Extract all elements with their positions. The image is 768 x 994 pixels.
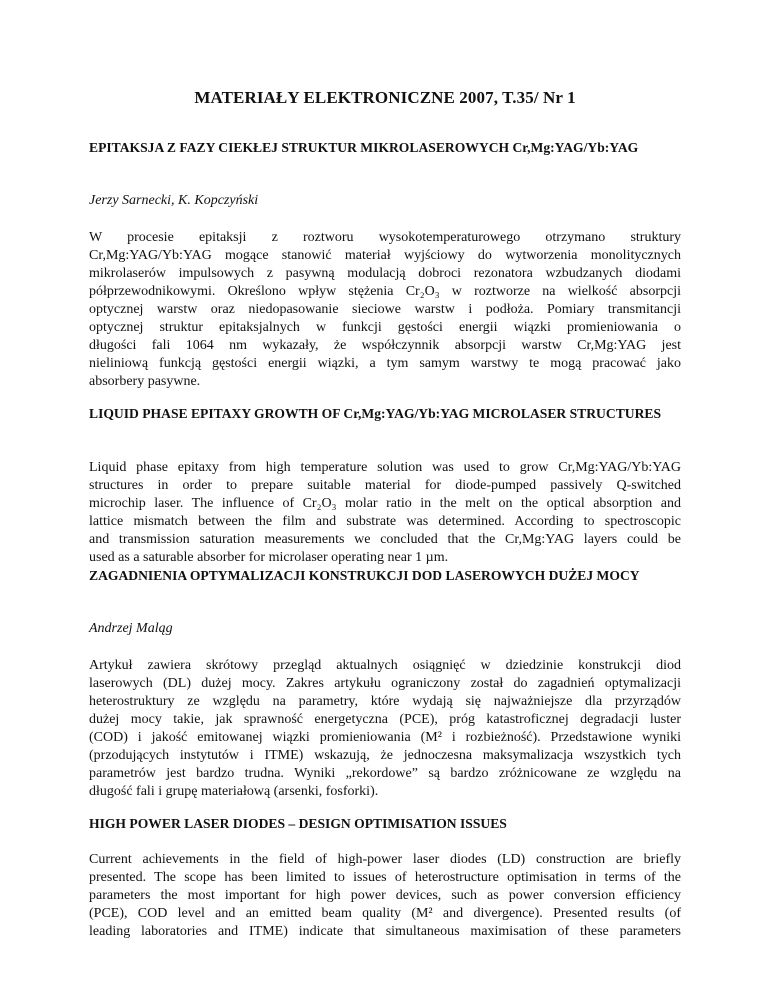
abstract-line: mikrolaserów impulsowych z pasywną modulacją dobroci rezonatora wzbudzanych diodami bbox=[89, 266, 681, 281]
article1-abstract-pl bbox=[89, 229, 681, 391]
abstract-line: parameters the most important for high power devices, such as power conversion efficiency bbox=[89, 888, 681, 903]
abstract-line: (przodujących instytutów i ITME) wskazują, że jednoczesna maksymalizacja wszystkich tych bbox=[89, 748, 681, 763]
abstract-line: laserowych (DL) dużej mocy. Zakres artykułu ograniczony został do zagadnień optymalizacji bbox=[89, 676, 681, 691]
abstract-line: absorbery pasywne. bbox=[89, 374, 201, 389]
abstract-line: długość fali i grupę materiałową (arsenki, fosforki). bbox=[89, 784, 379, 799]
abstract-line: (COD) i jakość emitowanej wiązki promieniowania (M² i rozbieżność). Przedstawione wyniki bbox=[89, 730, 681, 745]
abstract-line: dużej mocy takie, jak sprawność energetyczna (PCE), próg katastroficznej degradacji luster bbox=[89, 712, 681, 727]
abstract-line: structures in order to prepare suitable material for diode-pumped passively Q-switched bbox=[89, 478, 681, 493]
article2-abstract-pl bbox=[89, 657, 681, 801]
article1-title-en: LIQUID PHASE EPITAXY GROWTH OF Cr,Mg:YAG/Yb:YAG MICROLASER STRUCTURES bbox=[89, 406, 662, 421]
abstract-line: (PCE), COD level and an emitted beam quality (M² and divergence). Presented results (of bbox=[89, 906, 681, 921]
abstract-line: Cr,Mg:YAG/Yb:YAG mogące stanowić materiał wyjściowy do wytworzenia monolitycznych bbox=[89, 248, 681, 263]
abstract-line: heterostruktury ze względu na parametry, które wydają się najważniejsze dla przyrządów bbox=[89, 694, 681, 709]
journal-header: MATERIAŁY ELEKTRONICZNE 2007, T.35/ Nr 1 bbox=[194, 88, 576, 107]
abstract-line: nieliniową funkcją gęstości energii wiązki, a tym samym warstwy te mogą pracować jako bbox=[89, 356, 681, 371]
abstract-line: optycznej warstw oraz niedopasowanie sieciowe warstw i podłoża. Pomiary transmitancji bbox=[89, 302, 681, 317]
article2-title-pl: ZAGADNIENIA OPTYMALIZACJI KONSTRUKCJI DOD LASEROWYCH DUŻEJ MOCY bbox=[89, 568, 640, 583]
abstract-line: leading laboratories and ITME) indicate that simultaneous maximisation of these parameters bbox=[89, 924, 681, 939]
abstract-line: used as a saturable absorber for microlaser operating near 1 µm. bbox=[89, 550, 449, 565]
article1-authors: Jerzy Sarnecki, K. Kopczyński bbox=[89, 193, 259, 208]
abstract-line: długości fali 1064 nm wykazały, że współczynnik absorpcji warstw Cr,Mg:YAG jest bbox=[89, 338, 681, 353]
abstract-line: Current achievements in the field of high-power laser diodes (LD) construction are briefly bbox=[89, 852, 681, 867]
article2-title-en: HIGH POWER LASER DIODES – DESIGN OPTIMISATION ISSUES bbox=[89, 816, 507, 831]
abstract-line: presented. The scope has been limited to issues of heterostructure optimisation in terms of the bbox=[89, 870, 681, 885]
article1-abstract-en bbox=[89, 459, 681, 567]
abstract-line: W procesie epitaksji z roztworu wysokotemperaturowego otrzymano struktury bbox=[89, 230, 681, 245]
article1-title-pl: EPITAKSJA Z FAZY CIEKŁEJ STRUKTUR MIKROLASEROWYCH Cr,Mg:YAG/Yb:YAG bbox=[89, 140, 639, 155]
abstract-line: lattice mismatch between the film and substrate was determined. According to spectroscopic bbox=[89, 514, 681, 529]
article2-authors: Andrzej Maląg bbox=[89, 621, 173, 636]
abstract-line: półprzewodnikowymi. Określono wpływ stężenia Cr₂O₃ w roztworze na wielkość absorpcji bbox=[89, 284, 681, 299]
abstract-line: Liquid phase epitaxy from high temperature solution was used to grow Cr,Mg:YAG/Yb:YAG bbox=[89, 460, 681, 475]
abstract-line: and transmission saturation measurements we concluded that the Cr,Mg:YAG layers could be bbox=[89, 532, 681, 547]
article2-abstract-en bbox=[89, 851, 681, 941]
abstract-line: optycznej struktur epitaksjalnych w funkcji gęstości energii wiązki promieniowania o bbox=[89, 320, 681, 335]
abstract-line: Artykuł zawiera skrótowy przegląd aktualnych osiągnięć w dziedzinie konstrukcji diod bbox=[89, 658, 681, 673]
abstract-line: parametrów jest bardzo trudna. Wyniki „rekordowe” są bardzo zróżnicowane ze względu na bbox=[89, 766, 681, 781]
abstract-line: microchip laser. The influence of Cr₂O₃ molar ratio in the melt on the optical absorption and bbox=[89, 496, 681, 511]
